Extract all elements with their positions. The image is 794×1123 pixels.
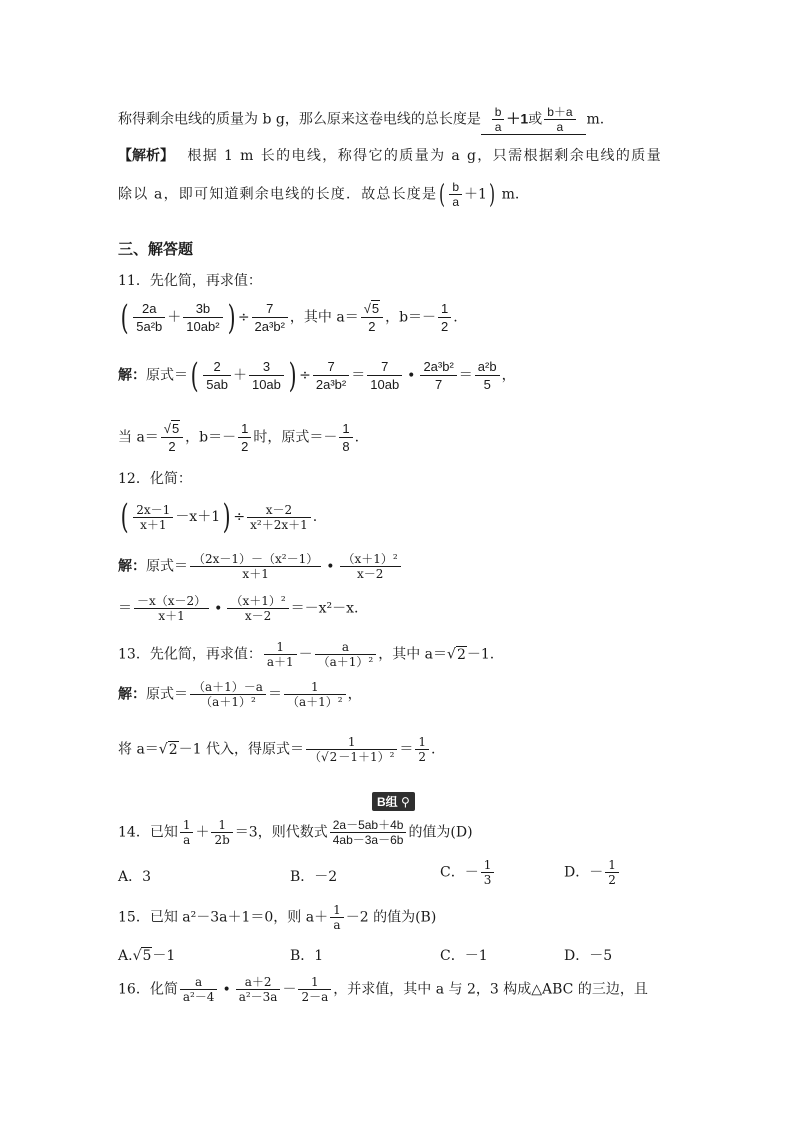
q11-substitution: 当 a＝ $\frac{√5}{2}$ ，b＝－ $\frac{1}{2}$ 时，原式＝－ $\frac{1}{8}$ . xyxy=(118,421,360,454)
section-title: 三、解答题 xyxy=(118,240,194,258)
q15-option-c[interactable]: C．－1 xyxy=(440,948,488,964)
q11-stem: 11．先化简，再求值： xyxy=(118,273,262,289)
search-icon: ⚲ xyxy=(401,795,410,809)
q11-a-value: $\frac{√5}{2}$ xyxy=(361,300,383,335)
q15-stem: 15．已知 a²－3a＋1＝0，则 a＋ $\frac{1}{a}$ －2 的值为(B) xyxy=(118,903,437,932)
q11-fraction-1: $\frac{2a}{\text{5a²b}}$ xyxy=(133,300,165,335)
q12-solution: 解：原式＝ $\frac{\text{（2x－1）－（x²－1）}}{x+1}$ • $\frac{\text{（x＋1）²}}{x-2}$ xyxy=(118,552,403,581)
q11-solution: 解：原式＝( $\frac{2}{5ab}$ ＋ $\frac{3}{10ab}$ ) ÷ $\frac{7}{\text{2a³b²}}$ ＝ $\frac{7}{10ab}$ • $\frac{\text{2a³b²}}{7}$ ＝ $\frac{\text{a²b}}{5}$ ， xyxy=(118,355,516,396)
q11-fraction-3: $\frac{7}{\text{2a³b²}}$ xyxy=(252,300,288,335)
q12-expression: ( $\frac{2x-1}{x+1}$ －x＋1) ÷ $\frac{x-2}{\text{x²＋2x＋1}}$ . xyxy=(120,497,318,537)
q15-option-d[interactable]: D．－5 xyxy=(564,948,613,964)
q10-analysis-line-2: 除以 a，即可知道剩余电线的长度．故总长度是( $\frac{b}{a}$ ＋1) m. xyxy=(118,179,520,210)
group-badge: B组 ⚲ xyxy=(372,792,415,811)
q14-option-a[interactable]: A．3 xyxy=(118,869,152,885)
q13-substitution: 将 a＝√2－1 代入，得原式＝ $\frac{1}{\text{（√2－1＋1）²}}$ ＝ $\frac{1}{2}$ . xyxy=(118,735,436,764)
q13-solution: 解：原式＝ $\frac{(a+1)-a}{\text{（a＋1）²}}$ ＝ $\frac{1}{\text{（a＋1）²}}$ ， xyxy=(118,680,362,709)
q10-answer-line: 称得剩余电线的质量为 b g，那么原来这卷电线的总长度是 $\frac{b}{a}$ ＋1或 $\frac{b+a}{a}$ m. xyxy=(118,105,605,134)
q13-stem: 13．先化简，再求值： $\frac{1}{a+1}$ － $\frac{a}{\text{（a＋1）²}}$ ，其中 a＝√2－1. xyxy=(118,640,495,669)
q14-option-c[interactable]: C．－ $\frac{1}{3}$ xyxy=(440,858,496,887)
q10-total-fraction: $\frac{b}{a}$ xyxy=(449,180,462,209)
q10-answer-fraction-1: $\frac{b}{a}$ xyxy=(492,105,505,134)
q10-answer-blank: $\frac{b}{a}$ ＋1或 $\frac{b+a}{a}$ xyxy=(481,105,587,135)
q11-fraction-2: $\frac{3b}{\text{10ab²}}$ xyxy=(183,300,222,335)
q14-option-b[interactable]: B．－2 xyxy=(290,869,338,885)
q11-expression: ( $\frac{2a}{\text{5a²b}}$ ＋ $\frac{3b}{\text{10ab²}}$ ) ÷ $\frac{7}{\text{2a³b²}}$ ，其中 a＝ $\frac{√5}{2}$ ，b＝－ $\frac{1}{2}$ . xyxy=(120,297,458,338)
q14-option-d[interactable]: D．－ $\frac{1}{2}$ xyxy=(564,858,621,887)
q10-answer-fraction-2: $\frac{b+a}{a}$ xyxy=(544,105,575,134)
q12-stem: 12．化简： xyxy=(118,471,192,487)
q14-stem: 14．已知 $\frac{1}{a}$ ＋ $\frac{1}{2b}$ ＝3，则代数式 $\frac{2a-5ab+4b}{4ab-3a-6b}$ 的值为(D) xyxy=(118,818,473,847)
q10-line1-text: 称得剩余电线的质量为 b g，那么原来这卷电线的总长度是 xyxy=(118,111,481,128)
q15-option-a[interactable]: A.√5－1 xyxy=(118,948,176,964)
q15-option-b[interactable]: B．1 xyxy=(290,948,324,964)
q11-b-value: $\frac{1}{2}$ xyxy=(438,300,451,335)
q12-solution-2: ＝ $\frac{-x(x-2)}{x+1}$ • $\frac{\text{（x＋1）²}}{x-2}$ ＝－x²－x. xyxy=(118,594,359,623)
analysis-tag: 【解析】 xyxy=(118,148,174,164)
q16-stem: 16．化简 $\frac{a}{\text{a²－4}}$ • $\frac{a+2}{\text{a²－3a}}$ － $\frac{1}{2-a}$ ，并求值，其中 a 与 2，3 构成△ABC 的三边，且 xyxy=(118,975,648,1004)
q10-analysis-line: 【解析】 根据 1 m 长的电线，称得它的质量为 a g，只需根据剩余电线的质量 xyxy=(118,148,663,164)
